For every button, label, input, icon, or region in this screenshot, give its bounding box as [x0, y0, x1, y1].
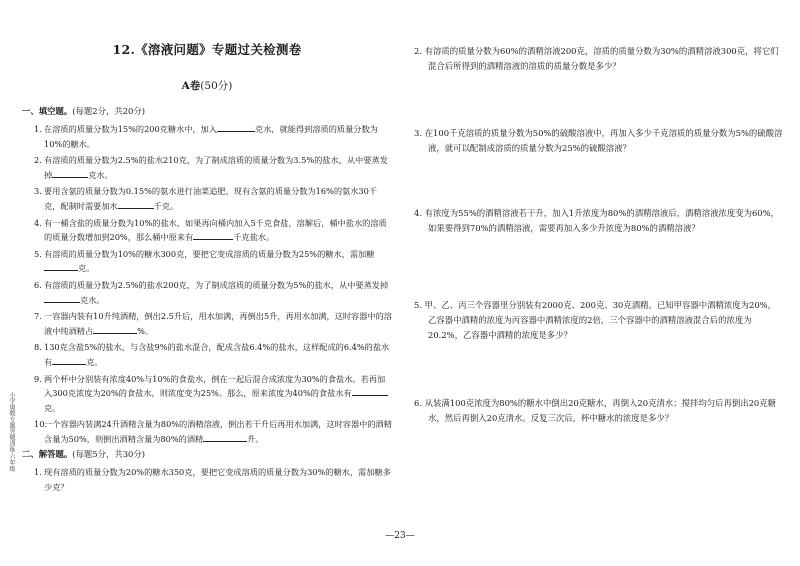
- page-title: 12.《溶液问题》专题过关检测卷: [112, 42, 302, 57]
- spine-label: 小学奥数专题突破训练·六年级: [8, 392, 15, 472]
- question-text: 有溶质的质量分数为60%的酒精溶液200克，溶质的质量分数为30%的酒精溶液300克，将它们混合后所得到的酒精溶液的溶质的质量分数是多少？: [424, 46, 779, 71]
- question-number: 10.: [34, 419, 48, 430]
- question-number: 1.: [34, 467, 42, 478]
- question-number: 4.: [414, 208, 425, 218]
- question-text: 一容器内装有10升纯酒精，倒出2.5升后，用水加满，再倒出5升，再用水加满，这时容器中的溶液中纯酒精占: [44, 311, 392, 336]
- answer-blank: [93, 324, 137, 334]
- answer-question: [414, 44, 784, 74]
- section-answer-note: (每题5分，共30分): [72, 449, 146, 460]
- question-number: 3.: [34, 186, 42, 197]
- question-number: 7.: [34, 311, 42, 322]
- fill-question: [22, 309, 392, 338]
- fill-question: [22, 122, 392, 151]
- question-text-tail: 千克盐水。: [233, 232, 275, 243]
- fill-question: [22, 247, 392, 276]
- answer-question: [414, 126, 784, 156]
- left-column: [22, 40, 392, 497]
- fill-question: [22, 216, 392, 245]
- question-text-tail: 克水。: [80, 294, 105, 305]
- answer-blank: [44, 293, 80, 303]
- question-text: 有浓度为55%的酒精溶液若干升，加入1升浓度为80%的酒精溶液后，酒精溶液浓度变为60%，如果要得到70%的酒精溶液，需要再加入多少升浓度为80%的酒精溶液？: [424, 208, 779, 233]
- paper-subtitle: [22, 78, 392, 93]
- question-number: 6.: [34, 279, 42, 290]
- left-answer-list: [22, 465, 392, 494]
- subtitle-score: (50分): [200, 80, 233, 92]
- fill-question: [22, 278, 392, 307]
- answer-blank: [118, 199, 154, 209]
- question-text: 一个容器内装满24升酒精含量为80%的酒精溶液，倒出若干升后再用水加满，这时容器中的酒精含量为50%，则倒出酒精含量为80%的酒精: [44, 419, 392, 444]
- question-number: 6.: [414, 398, 425, 408]
- subtitle-label: A卷: [181, 80, 201, 92]
- question-text-tail: 克水，就能得到溶质的质量分数为10%的糖水。: [44, 124, 378, 149]
- question-number: 9.: [34, 373, 42, 384]
- section-answer-heading: [22, 448, 392, 460]
- question-text: 在100千克溶质的质量分数为50%的硫酸溶液中，再加入多少千克溶质的质量分数为5%的硫酸溶液，就可以配制成溶质的质量分数为25%的硫酸溶液？: [424, 128, 783, 153]
- question-number: 1.: [34, 124, 42, 134]
- answer-blank: [52, 168, 88, 178]
- section-answer-label: 二、解答题。: [22, 449, 73, 460]
- question-text-tail: 克水。: [88, 169, 113, 180]
- answer-question: [414, 206, 784, 236]
- question-number: 2.: [414, 46, 425, 56]
- answer-blank: [352, 386, 388, 396]
- question-text: 有溶质的质量分数为2.5%的盐水210克，为了制成溶质的质量分数为3.5%的盐水，从中要蒸发掉: [44, 155, 388, 180]
- answer-blank: [44, 261, 78, 271]
- question-text-tail: 克。: [86, 356, 103, 367]
- fill-question: [22, 153, 392, 182]
- answer-blank: [203, 432, 247, 442]
- question-text: 现有溶质的质量分数为20%的糖水350克，要把它变成溶质的质量分数为30%的糖水，需加糖多少克？: [44, 467, 391, 493]
- question-text-tail: 克。: [44, 402, 61, 413]
- question-number: 2.: [34, 155, 42, 166]
- question-text-tail: 升。: [247, 433, 264, 444]
- fill-question: [22, 417, 392, 446]
- answer-blank: [52, 355, 86, 365]
- question-number: 5.: [34, 248, 42, 259]
- question-text: 有溶质的质量分数为2.5%的盐水200克，为了制成溶质的质量分数为5%的盐水，从中要蒸发掉: [44, 279, 389, 290]
- fill-question: [22, 340, 392, 369]
- question-text-tail: 克。: [78, 263, 95, 274]
- question-text: 从装满100克浓度为80%的糖水中倒出20克糖水，再倒入20克清水；搅拌均匀后再倒出20克糖水，然后再倒入20克清水。反复三次后，杯中糖水的浓度是多少？: [424, 398, 776, 423]
- fill-question: [22, 184, 392, 213]
- question-number: 4.: [34, 217, 42, 228]
- section-fill-heading: [22, 105, 392, 117]
- question-text: 有一桶含盐的质量分数为10%的盐水，如果再向桶内加入5千克食盐，溶解后，桶中盐水的溶质的质量分数增加到20%，那么桶中原来有: [44, 217, 387, 243]
- question-number: 8.: [34, 342, 42, 353]
- answer-blank: [217, 122, 255, 132]
- fill-question-list: [22, 122, 392, 446]
- answer-question: [414, 298, 784, 343]
- question-text: 两个杯中分别装有浓度40%与10%的食盐水，倒在一起后混合成浓度为30%的食盐水。若再加入300克浓度为20%的食盐水，则浓度变为25%。那么，原来浓度为40%的食盐水有: [44, 373, 386, 399]
- question-text: 130克含盐5%的盐水，与含盐9%的盐水混合，配成含盐6.4%的盐水，这样配成的6.4%的盐水有: [44, 342, 390, 367]
- question-text-tail: %。: [137, 325, 154, 336]
- question-number: 3.: [414, 128, 425, 138]
- question-text: 甲、乙、丙三个容器里分别装有2000克、200克、30克酒精。已知甲容器中酒精浓度为20%，乙容器中酒精的浓度为丙容器中酒精浓度的2倍，三个容器中的酒精溶液混合后的浓度为20.2%，乙容器中酒精的浓度是多少？: [424, 300, 776, 340]
- fill-question: [22, 372, 392, 416]
- question-number: 5.: [414, 300, 425, 310]
- question-text: 要用含氨的质量分数为0.15%的氨水进行油菜追肥，现有含氨的质量分数为16%的氨水30千克，配制时需要加水: [44, 186, 378, 211]
- question-text: 在溶质的质量分数为15%的200克糖水中，加入: [44, 124, 218, 134]
- page-number: —23—: [385, 531, 415, 541]
- question-text-tail: 千克。: [153, 200, 179, 211]
- question-text: 有溶质的质量分数为10%的糖水300克，要把它变成溶质的质量分数为25%的糖水，需加糖: [44, 248, 375, 259]
- answer-blank: [193, 230, 233, 240]
- answer-question: [414, 396, 784, 426]
- section-fill-label: 一、填空题。: [22, 106, 73, 116]
- answer-question: [22, 465, 392, 494]
- section-fill-note: (每题2分，共20分): [72, 106, 146, 116]
